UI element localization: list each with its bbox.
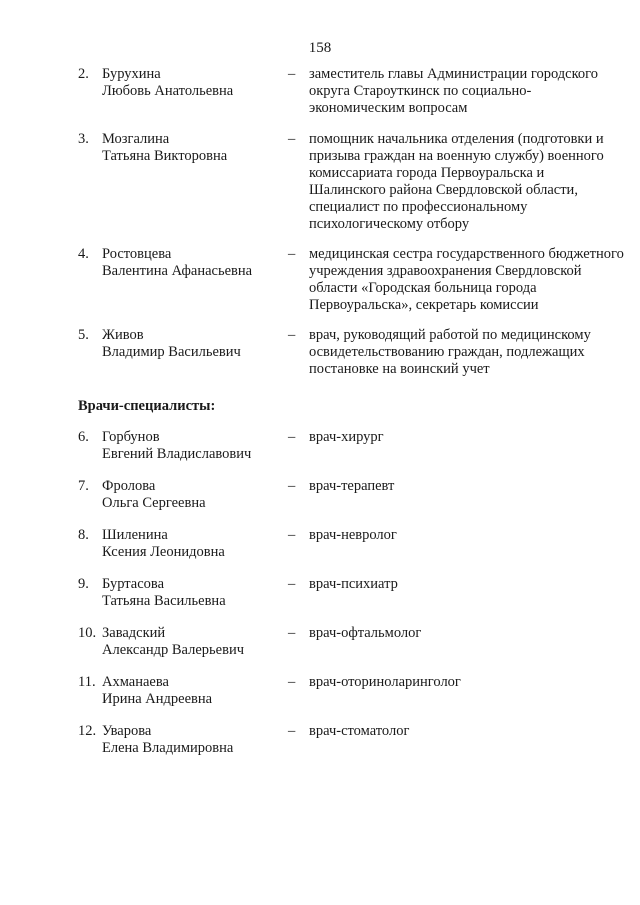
given-names: Александр Валерьевич <box>102 642 244 658</box>
person-name <box>102 131 282 165</box>
specialty: врач-невролог <box>309 527 397 543</box>
dash: – <box>288 527 296 543</box>
surname: Буртасова <box>102 576 165 592</box>
given-names: Татьяна Васильевна <box>102 593 226 609</box>
specialty: врач-стоматолог <box>309 723 410 739</box>
entry-number: 11. <box>78 674 96 690</box>
position-description: медицинская сестра государственного бюджетного учреждения здравоохранения Свердловской области «Городская больница города Первоуральска», секретарь комиссии <box>309 246 624 313</box>
surname: Горбунов <box>102 429 160 445</box>
dash: – <box>288 723 296 739</box>
given-names: Евгений Владиславович <box>102 446 252 462</box>
dash: – <box>288 576 296 592</box>
entry-number: 3. <box>78 131 89 147</box>
person-name <box>102 327 282 361</box>
dash: – <box>288 625 296 641</box>
specialty: врач-терапевт <box>309 478 395 494</box>
entry-number: 12. <box>78 723 97 739</box>
given-names: Любовь Анатольевна <box>102 83 234 99</box>
position-description: помощник начальника отделения (подготовки и призыва граждан на военную службу) военного комиссариата города Первоуральска и Шалинского района Свердловской области, специалист по профессиональному психологическому отбору <box>309 131 604 232</box>
entry-number: 6. <box>78 429 89 445</box>
specialty: врач-офтальмолог <box>309 625 422 641</box>
dash: – <box>288 429 296 445</box>
specialty: врач-психиатр <box>309 576 398 592</box>
given-names: Ольга Сергеевна <box>102 495 206 511</box>
given-names: Валентина Афанасьевна <box>102 263 253 279</box>
surname: Ахманаева <box>102 674 169 690</box>
given-names: Ксения Леонидовна <box>102 544 225 560</box>
surname: Шиленина <box>102 527 168 543</box>
person-name <box>102 625 282 659</box>
surname: Мозгалина <box>102 131 170 147</box>
given-names: Владимир Васильевич <box>102 344 241 360</box>
entry-number: 10. <box>78 625 97 641</box>
surname: Ростовцева <box>102 246 172 262</box>
person-name <box>102 478 282 512</box>
person-name <box>102 674 282 708</box>
entry-number: 4. <box>78 246 89 262</box>
surname: Бурухина <box>102 66 161 82</box>
given-names: Татьяна Викторовна <box>102 148 228 164</box>
person-name <box>102 246 282 280</box>
dash: – <box>288 131 296 147</box>
given-names: Елена Владимировна <box>102 740 234 756</box>
person-name <box>102 429 282 463</box>
specialty: врач-хирург <box>309 429 384 445</box>
person-name <box>102 66 282 100</box>
entry-number: 2. <box>78 66 89 82</box>
entry-number: 5. <box>78 327 89 343</box>
entry-number: 8. <box>78 527 89 543</box>
surname: Фролова <box>102 478 156 494</box>
position-description: врач, руководящий работой по медицинскому освидетельствованию граждан, подлежащих постановке на воинский учет <box>309 327 591 377</box>
page-number: 158 <box>308 40 332 56</box>
position-description: заместитель главы Администрации городского округа Староуткинск по социально-экономическим вопросам <box>309 66 598 116</box>
person-name <box>102 527 282 561</box>
entry-number: 9. <box>78 576 89 592</box>
dash: – <box>288 478 296 494</box>
specialty: врач-оториноларинголог <box>309 674 461 690</box>
person-name <box>102 723 282 757</box>
section-heading: Врачи-специалисты: <box>78 398 216 414</box>
surname: Завадский <box>102 625 166 641</box>
dash: – <box>288 674 296 690</box>
given-names: Ирина Андреевна <box>102 691 213 707</box>
surname: Уварова <box>102 723 152 739</box>
surname: Живов <box>102 327 144 343</box>
dash: – <box>288 246 296 262</box>
person-name <box>102 576 282 610</box>
dash: – <box>288 66 296 82</box>
entry-number: 7. <box>78 478 89 494</box>
dash: – <box>288 327 296 343</box>
